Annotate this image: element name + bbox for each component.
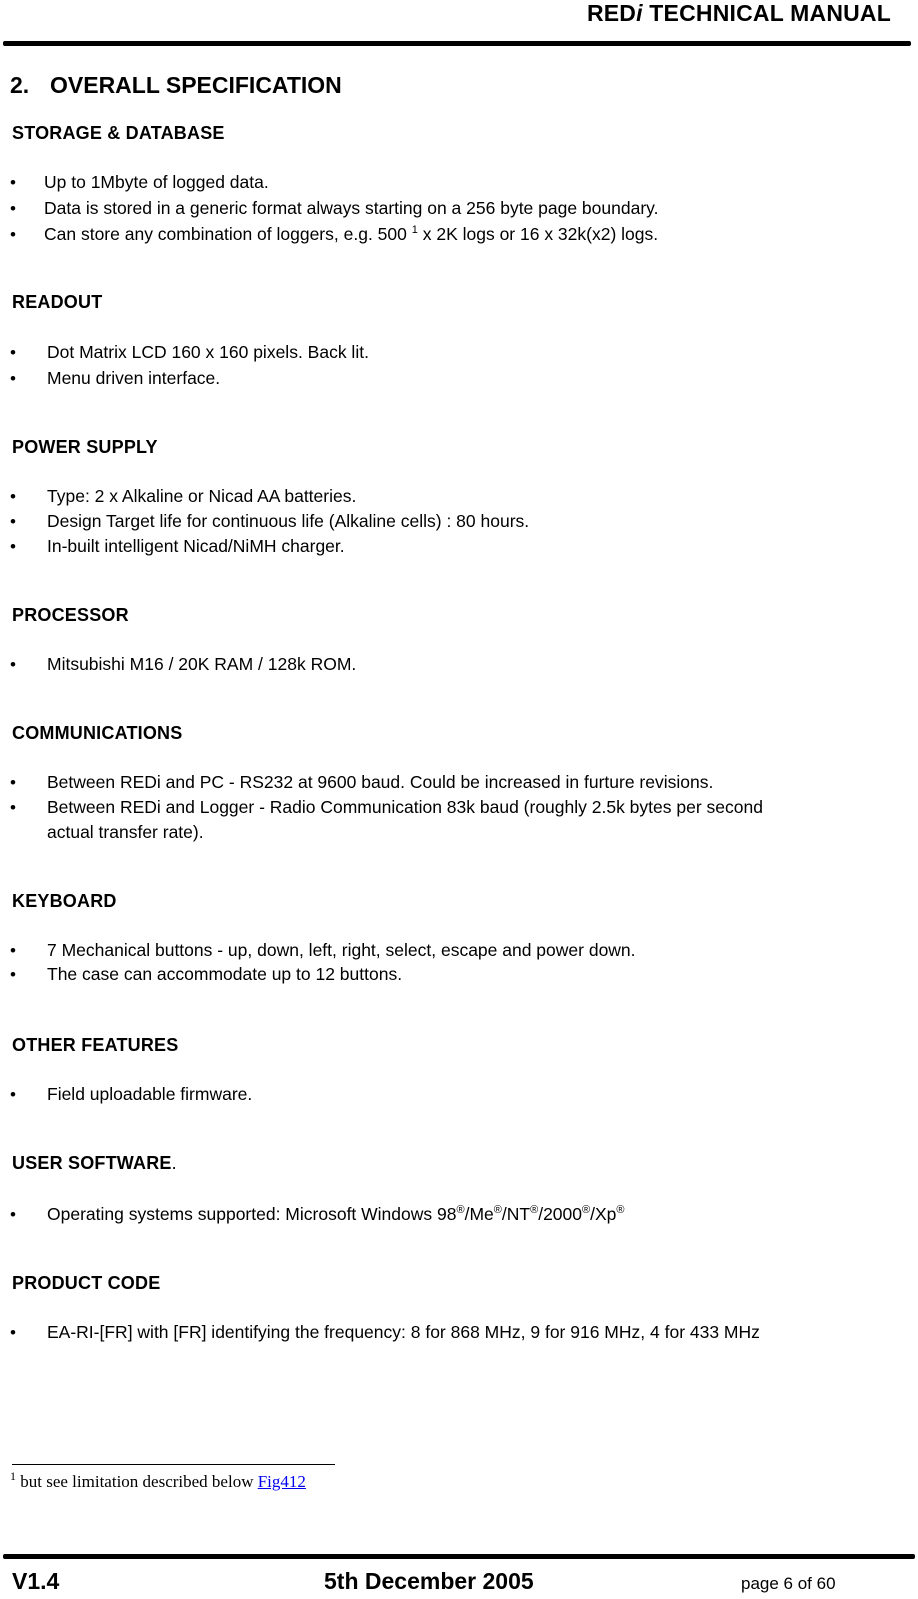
- header-rule: [3, 41, 911, 46]
- manual-title: REDi TECHNICAL MANUAL: [586, 0, 891, 26]
- heading-user-software: USER SOFTWARE.: [12, 1153, 177, 1173]
- list-item: Can store any combination of loggers, e.g. 500 $^1$ x 2K logs or 16 x 32k(x2) logs.: [44, 224, 659, 244]
- list-item: EA-RI-[FR] with [FR] identifying the frequency: 8 for 868 MHz, 9 for 916 MHz, 4 for 433 MHz: [47, 1322, 760, 1342]
- footnote-rule: [12, 1464, 335, 1465]
- footer-date: 5th December 2005: [324, 1568, 534, 1594]
- footnote-ref: 1: [411, 224, 418, 236]
- bullet: •: [10, 343, 16, 362]
- footnote-link[interactable]: Fig412: [257, 1472, 306, 1491]
- bullet: •: [10, 798, 16, 817]
- list-item: Menu driven interface.: [47, 368, 221, 388]
- list-item: Design Target life for continuous life (Alkaline cells) : 80 hours.: [47, 511, 530, 531]
- bullet: •: [10, 1085, 16, 1104]
- heading-power-supply: POWER SUPPLY: [12, 437, 158, 457]
- list-item: Data is stored in a generic format always starting on a 256 byte page boundary.: [44, 198, 659, 218]
- bullet: •: [10, 225, 16, 244]
- bullet: •: [10, 199, 16, 218]
- heading-readout: READOUT: [12, 292, 103, 312]
- list-item-continuation: actual transfer rate).: [47, 822, 204, 842]
- footer-version: V1.4: [12, 1568, 60, 1594]
- bullet: •: [10, 537, 16, 556]
- heading-communications: COMMUNICATIONS: [12, 723, 183, 743]
- footnote: $^1$ but see limitation described below Fig412: [10, 1469, 306, 1491]
- list-item: The case can accommodate up to 12 buttons.: [47, 964, 403, 984]
- list-item: 7 Mechanical buttons - up, down, left, right, select, escape and power down.: [47, 940, 636, 960]
- heading-product-code: PRODUCT CODE: [12, 1273, 161, 1293]
- list-item: Mitsubishi M16 / 20K RAM / 128k ROM.: [47, 654, 357, 674]
- bullet: •: [10, 1323, 16, 1342]
- section-title: 2. OVERALL SPECIFICATION: [10, 72, 342, 98]
- list-item: Field uploadable firmware.: [47, 1084, 253, 1104]
- list-item: Type: 2 x Alkaline or Nicad AA batteries.: [47, 486, 357, 506]
- bullet: •: [10, 512, 16, 531]
- list-item: In-built intelligent Nicad/NiMH charger.: [47, 536, 345, 556]
- heading-other-features: OTHER FEATURES: [12, 1035, 179, 1055]
- bullet: •: [10, 773, 16, 792]
- list-item: Between REDi and Logger - Radio Communication 83k baud (roughly 2.5k bytes per second: [47, 797, 763, 817]
- heading-processor: PROCESSOR: [12, 605, 129, 625]
- list-item: Up to 1Mbyte of logged data.: [44, 172, 269, 192]
- bullet: •: [10, 655, 16, 674]
- heading-storage: STORAGE & DATABASE: [12, 123, 225, 143]
- bullet: •: [10, 1205, 16, 1224]
- heading-keyboard: KEYBOARD: [12, 891, 117, 911]
- bullet: •: [10, 941, 16, 960]
- bullet: •: [10, 965, 16, 984]
- footer-rule: [3, 1554, 915, 1559]
- list-item: Operating systems supported: Microsoft Windows 98®/Me®/NT®/2000®/Xp®: [47, 1204, 625, 1224]
- bullet: •: [10, 369, 16, 388]
- list-item: Dot Matrix LCD 160 x 160 pixels. Back lit.: [47, 342, 369, 362]
- bullet: •: [10, 487, 16, 506]
- bullet: •: [10, 173, 16, 192]
- footer-page-number: page 6 of 60: [741, 1574, 836, 1593]
- list-item: Between REDi and PC - RS232 at 9600 baud. Could be increased in furture revisions.: [47, 772, 714, 792]
